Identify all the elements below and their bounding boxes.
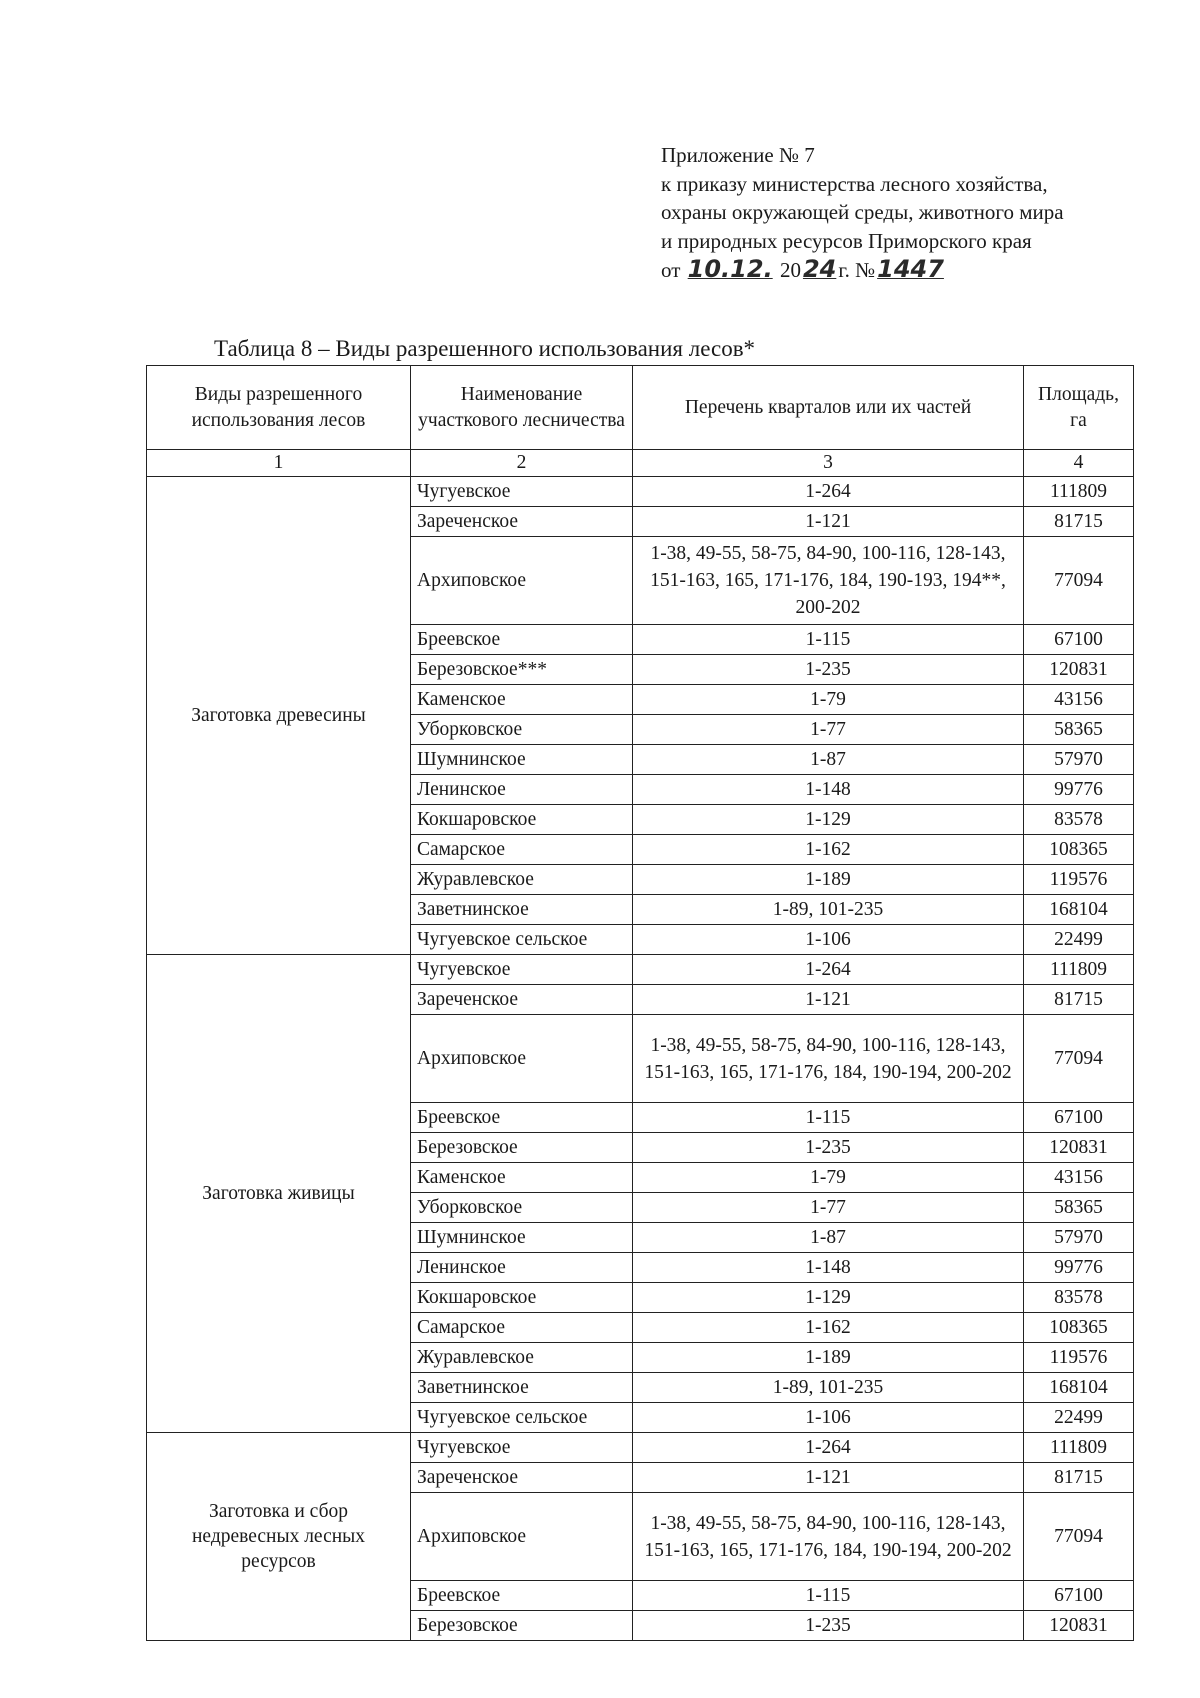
- quarters-cell: 1-121: [633, 1463, 1024, 1493]
- area-cell: 119576: [1024, 1343, 1134, 1373]
- quarters-cell: 1-87: [633, 745, 1024, 775]
- header-area: Площадь, га: [1024, 366, 1134, 450]
- forestry-name-cell: Чугуевское: [411, 955, 633, 985]
- area-cell: 168104: [1024, 1373, 1134, 1403]
- forestry-name-cell: Березовское: [411, 1611, 633, 1641]
- forestry-name-cell: Шумнинское: [411, 1223, 633, 1253]
- area-cell: 22499: [1024, 925, 1134, 955]
- area-cell: 57970: [1024, 1223, 1134, 1253]
- year-label: г. №: [838, 258, 876, 282]
- forestry-name-cell: Архиповское: [411, 1015, 633, 1103]
- forestry-name-cell: Бреевское: [411, 625, 633, 655]
- forestry-name-cell: Зареченское: [411, 1463, 633, 1493]
- handwritten-order-number: 1447: [877, 255, 944, 283]
- area-cell: 77094: [1024, 537, 1134, 625]
- quarters-cell: 1-106: [633, 1403, 1024, 1433]
- header-use-type: Виды разрешенного использования лесов: [147, 366, 411, 450]
- quarters-cell: 1-38, 49-55, 58-75, 84-90, 100-116, 128-143, 151-163, 165, 171-176, 184, 190-194, 200-202: [633, 1493, 1024, 1581]
- quarters-cell: 1-235: [633, 1611, 1024, 1641]
- area-cell: 81715: [1024, 507, 1134, 537]
- area-cell: 81715: [1024, 985, 1134, 1015]
- quarters-cell: 1-264: [633, 1433, 1024, 1463]
- forestry-name-cell: Уборковское: [411, 715, 633, 745]
- quarters-cell: 1-77: [633, 1193, 1024, 1223]
- appendix-line: охраны окружающей среды, животного мира: [661, 200, 1064, 224]
- forest-use-table: [146, 365, 1134, 1641]
- quarters-cell: 1-148: [633, 1253, 1024, 1283]
- handwritten-year: 24: [802, 255, 837, 283]
- quarters-cell: 1-89, 101-235: [633, 895, 1024, 925]
- forestry-name-cell: Заветнинское: [411, 1373, 633, 1403]
- quarters-cell: 1-235: [633, 1133, 1024, 1163]
- area-cell: 43156: [1024, 685, 1134, 715]
- forestry-name-cell: Самарское: [411, 1313, 633, 1343]
- column-number: 4: [1024, 450, 1134, 477]
- quarters-cell: 1-264: [633, 955, 1024, 985]
- area-cell: 119576: [1024, 865, 1134, 895]
- forestry-name-cell: Заветнинское: [411, 895, 633, 925]
- area-cell: 81715: [1024, 1463, 1134, 1493]
- forestry-name-cell: Чугуевское: [411, 1433, 633, 1463]
- quarters-cell: 1-235: [633, 655, 1024, 685]
- area-cell: 58365: [1024, 715, 1134, 745]
- area-cell: 99776: [1024, 1253, 1134, 1283]
- area-cell: 83578: [1024, 805, 1134, 835]
- area-cell: 168104: [1024, 895, 1134, 925]
- table-row: [147, 1433, 1134, 1463]
- forestry-name-cell: Ленинское: [411, 1253, 633, 1283]
- forestry-name-cell: Уборковское: [411, 1193, 633, 1223]
- table-row: [147, 955, 1134, 985]
- quarters-cell: 1-115: [633, 625, 1024, 655]
- quarters-cell: 1-121: [633, 507, 1024, 537]
- area-cell: 99776: [1024, 775, 1134, 805]
- forestry-name-cell: Чугуевское: [411, 477, 633, 507]
- order-date-line: [661, 255, 1064, 285]
- forestry-name-cell: Каменское: [411, 1163, 633, 1193]
- area-cell: 111809: [1024, 1433, 1134, 1463]
- area-cell: 120831: [1024, 655, 1134, 685]
- quarters-cell: 1-38, 49-55, 58-75, 84-90, 100-116, 128-143, 151-163, 165, 171-176, 184, 190-193, 194**, 200-202: [633, 537, 1024, 625]
- forestry-name-cell: Журавлевское: [411, 865, 633, 895]
- forestry-name-cell: Ленинское: [411, 775, 633, 805]
- forestry-name-cell: Бреевское: [411, 1581, 633, 1611]
- quarters-cell: 1-189: [633, 1343, 1024, 1373]
- forestry-name-cell: Кокшаровское: [411, 805, 633, 835]
- area-cell: 108365: [1024, 1313, 1134, 1343]
- quarters-cell: 1-79: [633, 685, 1024, 715]
- column-number: 3: [633, 450, 1024, 477]
- date-prefix: от: [661, 258, 681, 282]
- forestry-name-cell: Архиповское: [411, 1493, 633, 1581]
- forestry-name-cell: Березовское***: [411, 655, 633, 685]
- area-cell: 67100: [1024, 1581, 1134, 1611]
- quarters-cell: 1-87: [633, 1223, 1024, 1253]
- forestry-name-cell: Каменское: [411, 685, 633, 715]
- area-cell: 22499: [1024, 1403, 1134, 1433]
- area-cell: 83578: [1024, 1283, 1134, 1313]
- use-type-cell: Заготовка живицы: [147, 955, 411, 1433]
- use-type-cell: Заготовка и сбор недревесных лесных ресурсов: [147, 1433, 411, 1641]
- appendix-block: [661, 141, 1064, 285]
- area-cell: 111809: [1024, 955, 1134, 985]
- forestry-name-cell: Архиповское: [411, 537, 633, 625]
- column-number: 1: [147, 450, 411, 477]
- quarters-cell: 1-77: [633, 715, 1024, 745]
- forestry-name-cell: Самарское: [411, 835, 633, 865]
- forestry-name-cell: Зареченское: [411, 985, 633, 1015]
- quarters-cell: 1-38, 49-55, 58-75, 84-90, 100-116, 128-143, 151-163, 165, 171-176, 184, 190-194, 200-202: [633, 1015, 1024, 1103]
- appendix-line: и природных ресурсов Приморского края: [661, 228, 1032, 253]
- quarters-cell: 1-115: [633, 1103, 1024, 1133]
- quarters-cell: 1-115: [633, 1581, 1024, 1611]
- quarters-cell: 1-121: [633, 985, 1024, 1015]
- table-body: [147, 366, 1134, 1641]
- column-number: 2: [411, 450, 633, 477]
- area-cell: 67100: [1024, 1103, 1134, 1133]
- quarters-cell: 1-79: [633, 1163, 1024, 1193]
- handwritten-date: 10.12.: [687, 255, 773, 283]
- area-cell: 43156: [1024, 1163, 1134, 1193]
- table-caption: Таблица 8 – Виды разрешенного использования лесов*: [214, 336, 756, 361]
- forestry-name-cell: Чугуевское сельское: [411, 925, 633, 955]
- quarters-cell: 1-129: [633, 805, 1024, 835]
- quarters-cell: 1-264: [633, 477, 1024, 507]
- quarters-cell: 1-129: [633, 1283, 1024, 1313]
- quarters-cell: 1-106: [633, 925, 1024, 955]
- area-cell: 108365: [1024, 835, 1134, 865]
- quarters-cell: 1-189: [633, 865, 1024, 895]
- area-cell: 120831: [1024, 1611, 1134, 1641]
- quarters-cell: 1-148: [633, 775, 1024, 805]
- area-cell: 77094: [1024, 1493, 1134, 1581]
- column-number-row: [147, 450, 1134, 477]
- forestry-name-cell: Зареченское: [411, 507, 633, 537]
- header-forestry-name: Наименование участкового лесничества: [411, 366, 633, 450]
- forestry-name-cell: Шумнинское: [411, 745, 633, 775]
- quarters-cell: 1-162: [633, 1313, 1024, 1343]
- area-cell: 58365: [1024, 1193, 1134, 1223]
- forestry-name-cell: Бреевское: [411, 1103, 633, 1133]
- forestry-name-cell: Березовское: [411, 1133, 633, 1163]
- area-cell: 120831: [1024, 1133, 1134, 1163]
- header-quarters: Перечень кварталов или их частей: [633, 366, 1024, 450]
- table-row: [147, 477, 1134, 507]
- area-cell: 67100: [1024, 625, 1134, 655]
- appendix-line: к приказу министерства лесного хозяйства,: [661, 171, 1048, 196]
- appendix-line: Приложение № 7: [661, 143, 815, 167]
- forestry-name-cell: Журавлевское: [411, 1343, 633, 1373]
- forestry-name-cell: Чугуевское сельское: [411, 1403, 633, 1433]
- year-prefix: 20: [779, 258, 801, 282]
- quarters-cell: 1-89, 101-235: [633, 1373, 1024, 1403]
- header-row: [147, 366, 1134, 450]
- area-cell: 111809: [1024, 477, 1134, 507]
- use-type-cell: Заготовка древесины: [147, 477, 411, 955]
- area-cell: 57970: [1024, 745, 1134, 775]
- forestry-name-cell: Кокшаровское: [411, 1283, 633, 1313]
- area-cell: 77094: [1024, 1015, 1134, 1103]
- quarters-cell: 1-162: [633, 835, 1024, 865]
